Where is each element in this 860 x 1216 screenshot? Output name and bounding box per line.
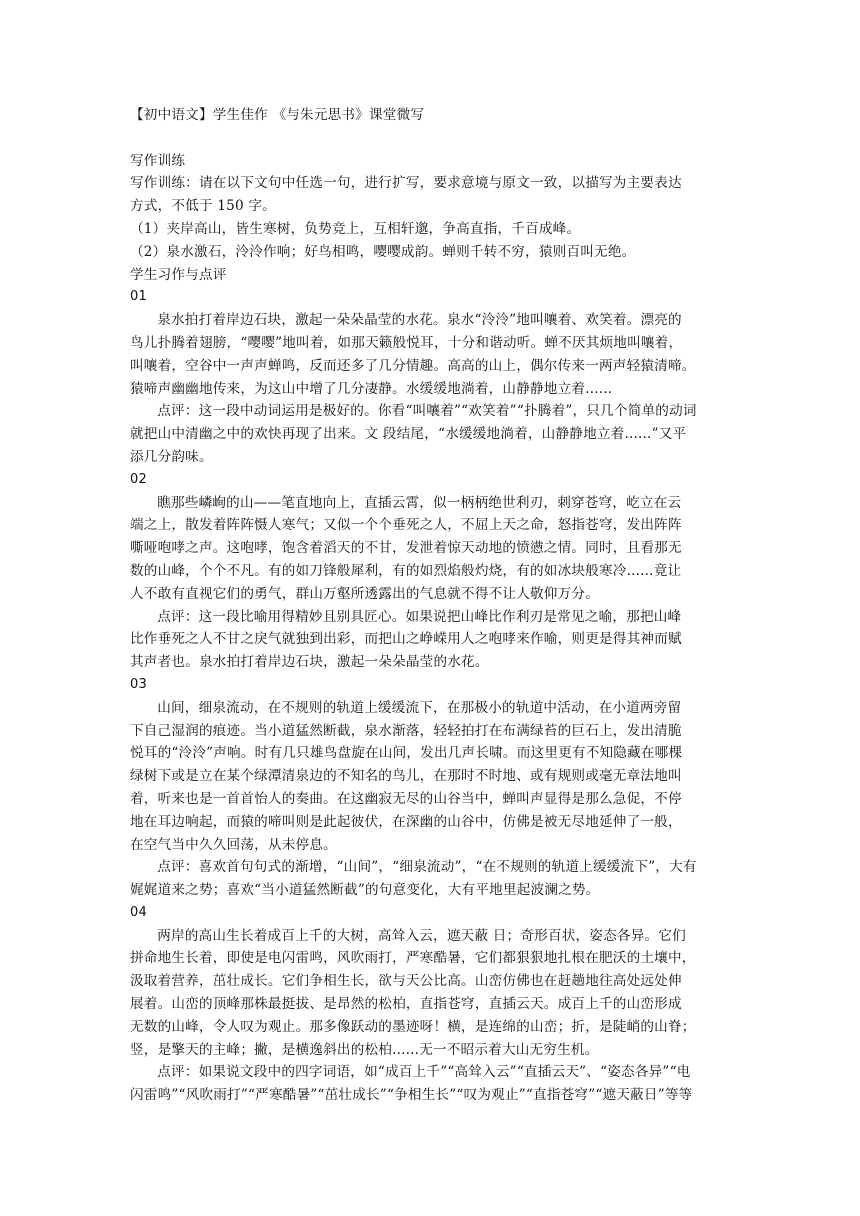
essay-line: 嘶哑咆哮之声。这咆哮，饱含着滔天的不甘，发泄着惊天动地的愤懑之情。同时，且看那无 (130, 540, 682, 557)
training-heading: 写作训练 (130, 152, 186, 169)
entry-number: 04 (130, 904, 147, 920)
entry-number: 03 (130, 676, 147, 692)
comment-line: 点评：喜欢首句句式的渐增，“山间”，“细泉流动”，“在不规则的轨道上缓缓流下”，大有 (157, 859, 697, 876)
entry-number: 01 (130, 289, 147, 305)
essay-line: 悦耳的“泠泠”声响。时有几只雄鸟盘旋在山间，发出几声长啸。而这里更有不知隐藏在哪棵 (130, 745, 683, 762)
comment-line: 就把山中清幽之中的欢快再现了出来。文 段结尾，“水缓缓地淌着，山静静地立着......”又平 (130, 426, 687, 443)
essay-line: 绿树下或是立在某个绿潭清泉边的不知名的鸟儿，在那时不时地、或有规则或毫无章法地叫 (130, 768, 682, 785)
essay-line: 竖，是擎天的主峰；撇，是横逸斜出的松柏......无一不昭示着大山无穷生机。 (130, 1041, 599, 1058)
essay-line: 猿啼声幽幽地传来，为这山中增了几分凄静。水缓缓地淌着，山静静地立着...... (130, 380, 613, 397)
instruction-line: 方式，不低于 150 字。 (130, 198, 276, 215)
essay-line: 瞧那些嶙峋的山——笔直地向上，直插云霄，似一柄柄绝世利刃，刺穿苍穹，屹立在云 (157, 494, 682, 511)
essay-line: 数的山峰，个个不凡。有的如刀锋般犀利，有的如烈焰般灼烧，有的如冰块般寒冷......竟让 (130, 562, 682, 579)
option-1: （1）夹岸高山，皆生寒树，负势竞上，互相轩邈，争高直指，千百成峰。 (130, 220, 581, 237)
essay-line: 泉水拍打着岸边石块，激起一朵朵晶莹的水花。泉水“泠泠”地叫嚷着、欢笑着。漂亮的 (157, 312, 682, 329)
comment-line: 比作垂死之人不甘之戾气就独到出彩，而把山之峥嵘用人之咆哮来作喻，则更是得其神而赋 (130, 631, 682, 648)
comment-line: 点评：如果说文段中的四字词语，如“成百上千”“高耸入云”“直插云天”、“姿态各异”“电 (157, 1064, 691, 1081)
essay-line: 地在耳边响起，而猿的啼叫则是此起彼伏，在深幽的山谷中，仿佛是被无尽地延伸了一般， (130, 813, 682, 830)
comment-line: 闪雷鸣”“风吹雨打”“严寒酷暑”“茁壮成长”“争相生长”“叹为观止”“直指苍穹”“遮天蔽日”等等 (130, 1087, 693, 1104)
comment-line: 其声者也。泉水拍打着岸边石块，激起一朵朵晶莹的水花。 (130, 654, 489, 671)
essay-line: 下自己湿润的痕迹。当小道猛然断截，泉水渐落，轻轻拍打在布满绿苔的巨石上，发出清脆 (130, 722, 682, 739)
instruction-line: 写作训练：请在以下文句中任选一句，进行扩写，要求意境与原文一致，以描写为主要表达 (130, 175, 682, 192)
essay-line: 山间，细泉流动，在不规则的轨道上缓缓流下，在那极小的轨道中活动，在小道两旁留 (157, 699, 682, 716)
essay-line: 叫嚷着，空谷中一声声蝉鸣，反而还多了几分情趣。高高的山上，偶尔传来一两声轻猿清啼。 (130, 357, 696, 374)
essay-line: 鸟儿扑腾着翅膀，“嘤嘤”地叫着，如那天籁般悦耳，十分和谐动听。蝉不厌其烦地叫嚷着， (130, 334, 683, 351)
works-heading: 学生习作与点评 (130, 266, 227, 283)
essay-line: 无数的山峰，令人叹为观止。那多像跃动的墨迹呀！横，是连绵的山峦；折，是陡峭的山脊； (130, 1018, 696, 1035)
comment-line: 点评：这一段比喻用得精妙且别具匠心。如果说把山峰比作利刃是常见之喻，那把山峰 (157, 608, 682, 625)
document-title: 【初中语文】学生佳作 《与朱元思书》课堂微写 (130, 107, 425, 123)
document-page (130, 104, 720, 1107)
essay-line: 两岸的高山生长着成百上千的大树，高耸入云，遮天蔽 日；奇形百状，姿态各异。它们 (157, 927, 686, 944)
essay-line: 拼命地生长着，即使是电闪雷鸣，风吹雨打，严寒酷暑，它们都狠狠地扎根在肥沃的土壤中， (130, 950, 696, 967)
essay-line: 在空气当中久久回荡，从未停息。 (130, 836, 337, 853)
comment-line: 添几分韵味。 (130, 448, 213, 465)
essay-line: 人不敢有直视它们的勇气，群山万壑所透露出的气息就不得不让人敬仰万分。 (130, 585, 599, 602)
essay-line: 汲取着营养，茁壮成长。它们争相生长，欲与天公比高。山峦仿佛也在赶趟地往高处远处伸 (130, 973, 682, 990)
essay-line: 展着。山峦的顶峰那株最挺拔、是昂然的松柏，直指苍穹，直插云天。成百上千的山峦形成 (130, 996, 682, 1013)
entry-number: 02 (130, 471, 147, 487)
comment-line: 娓娓道来之势；喜欢“当小道猛然断截”的句意变化，大有平地里起波澜之势。 (130, 882, 600, 899)
essay-line: 端之上，散发着阵阵慑人寒气；又似一个个垂死之人，不屈上天之命，怒指苍穹，发出阵阵 (130, 517, 682, 534)
option-2: （2）泉水激石，泠泠作响；好鸟相鸣，嘤嘤成韵。蝉则千转不穷，猿则百叫无绝。 (130, 243, 636, 260)
comment-line: 点评：这一段中动词运用是极好的。你看“叫嚷着”“欢笑着”“扑腾着”，只几个简单的动词 (157, 403, 697, 420)
essay-line: 着，听来也是一首首怡人的奏曲。在这幽寂无尽的山谷当中，蝉叫声显得是那么急促，不停 (130, 790, 682, 807)
